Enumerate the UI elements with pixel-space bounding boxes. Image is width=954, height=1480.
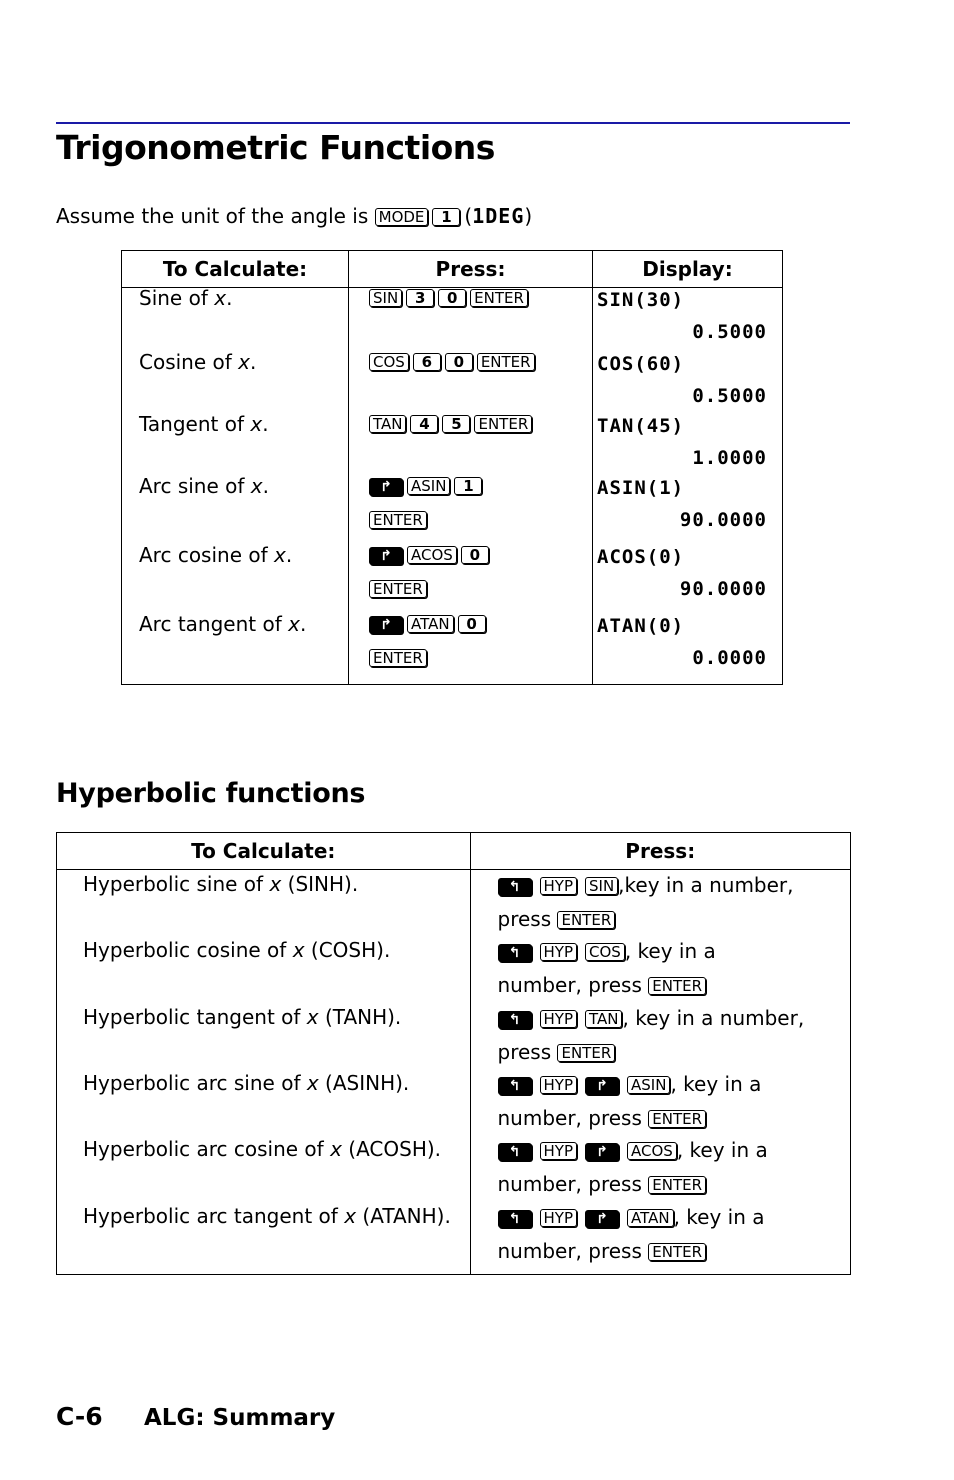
hyp-variable: x: [344, 1204, 357, 1228]
one-key: 1: [432, 208, 460, 226]
trig-variable: x: [214, 286, 227, 310]
trig-key-sequence: [369, 470, 486, 538]
key-hyp: HYP: [540, 1209, 578, 1227]
key-enter: ENTER: [648, 1176, 706, 1194]
left-shift-icon: ↰: [498, 1011, 532, 1029]
trig-key-sequence: [369, 608, 490, 676]
key-atan: ATAN: [407, 615, 454, 633]
key-enter: ENTER: [474, 415, 532, 433]
hyperbolic-title: Hyperbolic functions: [56, 778, 366, 809]
hyp-calc-item: [83, 872, 358, 896]
intro-display: 1DEG: [472, 204, 525, 228]
hyp-calc-text: Hyperbolic sine of: [83, 872, 264, 896]
trig-key-sequence: [369, 408, 536, 442]
hyp-calc-item: [83, 1005, 401, 1029]
hyp-key-sequence: [498, 1001, 843, 1069]
trig-display-readout: [597, 348, 767, 412]
trig-header-display: Display:: [593, 251, 783, 288]
key-tan: TAN: [369, 415, 406, 433]
hyp-calc-text: Hyperbolic arc tangent of: [83, 1204, 338, 1228]
hyp-calc-text: Hyperbolic arc sine of: [83, 1071, 301, 1095]
page-number: C-6: [56, 1402, 103, 1431]
key-tan: TAN: [585, 1010, 622, 1028]
hyp-calc-item: [83, 1204, 451, 1228]
trig-calc-text: Arc tangent of: [139, 612, 282, 636]
trig-calc-text: Tangent of: [139, 412, 244, 436]
left-shift-icon: ↰: [498, 1143, 532, 1161]
key-hyp: HYP: [540, 1010, 578, 1028]
trig-key-sequence: [369, 282, 532, 316]
right-shift-icon: ↱: [369, 616, 403, 634]
hyp-instruction-2: number, press: [497, 1239, 642, 1263]
hyp-instruction-2: press: [497, 907, 552, 931]
trig-calc-text: Sine of: [139, 286, 208, 310]
hyp-calc-suffix: (SINH).: [287, 872, 359, 896]
hyp-key-sequence: [498, 1200, 843, 1268]
display-line-1: ASIN(1): [597, 477, 685, 499]
key-enter: ENTER: [470, 289, 528, 307]
display-line-2: 0.5000: [692, 385, 767, 407]
hyp-instruction-1: , key in a: [673, 1205, 765, 1229]
display-line-2: 0.5000: [692, 321, 767, 343]
trig-key-sequence: [369, 346, 539, 380]
hyp-instruction-2: number, press: [497, 1172, 642, 1196]
display-line-2: 90.0000: [679, 509, 767, 531]
key-0: 0: [438, 289, 466, 307]
key-hyp: HYP: [540, 877, 578, 895]
trig-variable: x: [288, 612, 300, 636]
hyp-calc-suffix: (ASINH).: [325, 1071, 410, 1095]
hyp-calc-item: [83, 1137, 441, 1161]
key-acos: ACOS: [407, 546, 457, 564]
hyp-key-sequence: [498, 934, 843, 1002]
trig-table: [121, 250, 783, 685]
trig-header-press: Press:: [349, 251, 593, 288]
trig-variable: x: [238, 350, 250, 374]
key-4: 4: [410, 415, 438, 433]
key-cos: COS: [585, 943, 625, 961]
trig-calc-item: Sine of x.: [139, 286, 233, 310]
hyp-calc-text: Hyperbolic cosine of: [83, 938, 287, 962]
hyp-instruction-1: , key in a: [670, 1072, 762, 1096]
hyp-key-sequence: [498, 868, 843, 936]
hyp-variable: x: [330, 1137, 342, 1161]
key-5: 5: [442, 415, 470, 433]
hyp-key-sequence: [498, 1067, 843, 1135]
display-line-1: SIN(30): [597, 289, 685, 311]
key-asin: ASIN: [407, 477, 450, 495]
key-0: 0: [458, 615, 486, 633]
hyp-calc-text: Hyperbolic arc cosine of: [83, 1137, 324, 1161]
display-line-2: 0.0000: [692, 647, 767, 669]
hyp-variable: x: [269, 872, 282, 896]
trig-variable: x: [250, 412, 263, 436]
trig-variable: x: [274, 543, 286, 567]
key-3: 3: [406, 289, 434, 307]
key-enter: ENTER: [477, 353, 535, 371]
hyp-variable: x: [306, 1071, 319, 1095]
trig-press-column: [349, 288, 592, 684]
hyperbolic-table: [56, 832, 851, 1275]
trig-calc-item: Arc sine of x.: [139, 474, 269, 498]
hyp-header-press: Press:: [470, 833, 851, 870]
trig-display-readout: [597, 472, 767, 536]
hyp-calc-text: Hyperbolic tangent of: [83, 1005, 301, 1029]
hyp-calc-item: [83, 1071, 409, 1095]
left-shift-icon: ↰: [498, 944, 532, 962]
hyp-header-calc: To Calculate:: [57, 833, 471, 870]
key-sin: SIN: [585, 877, 618, 895]
hyp-instruction-1: , key in a number,: [622, 1006, 805, 1030]
page-title: Trigonometric Functions: [56, 128, 495, 167]
hyp-instruction-1: , key in a: [624, 939, 716, 963]
key-hyp: HYP: [540, 1142, 578, 1160]
key-cos: COS: [369, 353, 409, 371]
key-0: 0: [445, 353, 473, 371]
hyp-calc-suffix: (ATANH).: [362, 1204, 451, 1228]
display-line-2: 1.0000: [692, 447, 767, 469]
right-shift-icon: ↱: [585, 1210, 619, 1228]
display-line-1: ACOS(0): [597, 546, 685, 568]
hyp-calc-item: [83, 938, 390, 962]
trig-key-sequence: [369, 539, 493, 607]
hyp-variable: x: [292, 938, 305, 962]
hyp-instruction-1: ,key in a number,: [618, 873, 794, 897]
page-footer: [56, 1402, 335, 1431]
hyp-press-column: [471, 870, 851, 1266]
key-atan: ATAN: [627, 1209, 674, 1227]
right-shift-icon: ↱: [585, 1077, 619, 1095]
trig-display-readout: [597, 284, 767, 348]
display-line-1: COS(60): [597, 353, 685, 375]
trig-display-readout: [597, 410, 767, 474]
display-line-2: 90.0000: [679, 578, 767, 600]
key-enter: ENTER: [369, 649, 427, 667]
hyp-instruction-1: , key in a: [676, 1138, 768, 1162]
trig-header-calc: To Calculate:: [122, 251, 349, 288]
trig-display-column: [593, 288, 782, 684]
mode-key: MODE: [375, 208, 429, 226]
hyp-instruction-2: number, press: [497, 1106, 642, 1130]
key-1: 1: [454, 477, 482, 495]
intro-line: Assume the unit of the angle is MODE 1 (1DEG): [56, 204, 533, 228]
hyp-calc-suffix: (ACOSH).: [348, 1137, 442, 1161]
hyp-instruction-2: press: [497, 1040, 552, 1064]
trig-calc-item: Arc tangent of x.: [139, 612, 307, 636]
hyp-calc-suffix: (TANH).: [324, 1005, 402, 1029]
hyp-calc-suffix: (COSH).: [310, 938, 391, 962]
hyp-key-sequence: [498, 1133, 843, 1201]
intro-text: Assume the unit of the angle is: [56, 204, 369, 228]
right-shift-icon: ↱: [585, 1143, 619, 1161]
hyp-instruction-2: number, press: [497, 973, 642, 997]
key-enter: ENTER: [369, 580, 427, 598]
hyp-variable: x: [306, 1005, 319, 1029]
section-name: ALG: Summary: [144, 1405, 336, 1431]
trig-calc-item: Tangent of x.: [139, 412, 269, 436]
title-rule: [56, 122, 850, 124]
key-sin: SIN: [369, 289, 402, 307]
trig-calc-text: Arc sine of: [139, 474, 245, 498]
key-enter: ENTER: [648, 977, 706, 995]
hyp-calc-column: [57, 870, 470, 1266]
trig-calc-text: Cosine of: [139, 350, 232, 374]
trig-calc-item: Cosine of x.: [139, 350, 257, 374]
key-enter: ENTER: [557, 1044, 615, 1062]
right-shift-icon: ↱: [369, 547, 403, 565]
key-enter: ENTER: [557, 911, 615, 929]
trig-calc-text: Arc cosine of: [139, 543, 268, 567]
right-shift-icon: ↱: [369, 478, 403, 496]
key-acos: ACOS: [627, 1142, 677, 1160]
key-6: 6: [413, 353, 441, 371]
left-shift-icon: ↰: [498, 1077, 532, 1095]
key-0: 0: [461, 546, 489, 564]
key-hyp: HYP: [540, 943, 578, 961]
trig-display-readout: [597, 541, 767, 605]
key-hyp: HYP: [540, 1076, 578, 1094]
trig-variable: x: [250, 474, 263, 498]
key-enter: ENTER: [369, 511, 427, 529]
left-shift-icon: ↰: [498, 1210, 532, 1228]
key-enter: ENTER: [648, 1243, 706, 1261]
key-asin: ASIN: [627, 1076, 670, 1094]
trig-calc-item: Arc cosine of x.: [139, 543, 293, 567]
display-line-1: ATAN(0): [597, 615, 685, 637]
key-enter: ENTER: [648, 1110, 706, 1128]
trig-calc-column: [122, 288, 348, 684]
display-line-1: TAN(45): [597, 415, 685, 437]
trig-display-readout: [597, 610, 767, 674]
left-shift-icon: ↰: [498, 878, 532, 896]
